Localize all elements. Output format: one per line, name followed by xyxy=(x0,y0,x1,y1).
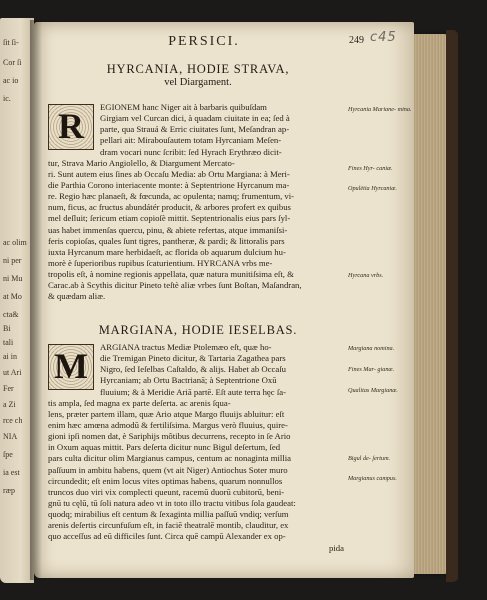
text-line: tropolis eſt, à nomine regionis appellata, quæ natura munitiſsima eſt, & xyxy=(48,269,294,280)
text-line: fluuium; & à Meridie Ariā partē. Eſt aute terra hęc ſa- xyxy=(100,386,286,397)
text-line: pellari ait: Mirabouſautem totam Hyrcaniam Meſen- xyxy=(100,135,282,146)
text-line: truncos duo viri vix complecti queunt, racemū duorū cubitorū, beni- xyxy=(48,486,285,497)
left-page-fragment: ni Mu xyxy=(3,274,23,283)
left-page-fragment: rce ch xyxy=(3,416,23,425)
text-line: quodq; mirabilius eſt centum & ſexaginta millia paſſuū vndiq; verſum xyxy=(48,509,289,520)
left-page-fragment: ac io xyxy=(3,76,19,85)
left-page-fragment: Fer xyxy=(3,384,14,393)
left-page-fragment: ai in xyxy=(3,352,17,361)
left-page-fragment: NIA xyxy=(3,432,18,441)
text-line: die Tremigan Pineto dicitur, & Tartaria Zagathea pars xyxy=(100,353,286,364)
margin-note: Fines Hyr- caniæ. xyxy=(348,165,393,172)
text-line: num, ficus, ac fructus abundátér producit, & arbores profert ex quibus xyxy=(48,202,291,213)
left-page-fragment: ut Ari xyxy=(3,368,22,377)
left-page-fragment: tali xyxy=(3,338,14,347)
text-line: paſſuum in ambitu habens, quem (vt ait Niger) Antiochus Soter muro xyxy=(48,464,288,475)
text-line: EGIONEM hanc Niger ait à barbaris quibuſdam xyxy=(100,102,267,112)
left-page-fragment: a Zi xyxy=(3,400,16,409)
section-title-hyrcania: HYRCANIA, HODIE STRAVA, xyxy=(106,62,290,76)
text-line: dram vocari nunc ſcribit: ſed Hyrach Erythræo dicit- xyxy=(100,146,282,157)
text-line: quo acceſſus ad eū difficiles ſunt. Circa quē campū Alexander ex op- xyxy=(48,531,286,542)
text-line: tur, Strava Mario Angiolello, & Diargument Mercato- xyxy=(48,157,235,168)
section-subtitle-hyrcania: vel Diargament. xyxy=(164,77,232,88)
text-line: feris copioſas, quales ſunt tigres, pantheræ, & pardi; & littoralis pars xyxy=(48,235,285,246)
left-page-fragment: ni per xyxy=(3,256,22,265)
margin-note: Hyrcania Mariane- mina. xyxy=(348,106,412,113)
text-line: tis ampla, ſed magna ex parte deſerta. ac arenis ſqua- xyxy=(48,397,231,408)
margin-note: Opulētia Hyrcaniæ. xyxy=(348,185,397,192)
text-line: pida xyxy=(329,542,344,553)
text-line: mel deſluit; ſericum etiam copioſè mittit. Septentrionalis eius pars ſyl- xyxy=(48,213,291,224)
gutter-shadow xyxy=(30,20,42,580)
section-title-margiana: MARGIANA, HODIE IESELBAS. xyxy=(98,323,298,337)
left-page-fragment: at Mo xyxy=(3,292,22,301)
margin-note: Fines Mar- gianæ. xyxy=(348,366,395,373)
text-line: die Parthia Corono interiacente monte: à Septentrione Hyrcanum ma- xyxy=(48,179,290,190)
decorated-initial: M xyxy=(48,344,94,390)
text-line: ri. Sunt autem eius ſines ab Occaſu Media: ab Ortu Margiana: à Meri- xyxy=(48,168,290,179)
text-line: & quædam aliæ. xyxy=(48,291,106,302)
text-line: Carac.ab à Scythis dicitur Pineto teſtè aliæ vrbes ſunt Boſtan, Maſandran, xyxy=(48,280,302,291)
text-line: Girgiam vel Curcan dici, à quadam ciuitate in ea; ſed à xyxy=(100,113,290,124)
text-line: arenis deſertis circunfuſum eſt, in faciē theatralē montib, clauditur, ex xyxy=(48,520,289,531)
left-page-fragment: ræp xyxy=(3,486,15,495)
text-line: Hyrcaniam; ab Ortu Bactrianā; à Septentrione Oxū xyxy=(100,375,277,386)
decorated-initial: R xyxy=(48,104,94,150)
text-line: Nigro, ſed Ieſelbas Caſtaldo, & alijs. Habet ab Occaſu xyxy=(100,364,286,375)
left-page-fragment: ſit ſi- xyxy=(3,38,19,47)
text-line: in Oxum aquas mittit. Pars deſerta dicitur nunc Bigul deſertum, ſed xyxy=(48,442,281,453)
book-cover-edge xyxy=(446,30,458,582)
section-body-margiana xyxy=(48,342,344,554)
margin-note: Qualitas Margianæ. xyxy=(348,387,398,394)
margin-note: Bigul de- ſertum. xyxy=(348,455,391,462)
left-page-fragment: ſpe xyxy=(3,450,13,459)
text-line: lens, præter partem illam, quæ Ario atque Margo fluuijs abluitur: eſt xyxy=(48,408,285,419)
text-line: re. Regio hæc planaeſt, & fœcunda, ac opulenta; namq; frumentum, vi- xyxy=(48,191,295,202)
margin-note: Margianus campus. xyxy=(348,475,397,482)
text-line: ARGIANA tractus Mediæ Ptolemæo eſt, quæ ho- xyxy=(100,342,272,352)
left-page-fragment: cta& xyxy=(3,310,19,319)
book-page xyxy=(34,22,414,578)
left-page-fragment: ac olim xyxy=(3,238,27,247)
section-body-hyrcania xyxy=(48,102,344,303)
left-page-fragment: ia est xyxy=(3,468,20,477)
margin-note: Hyrcana vrbs. xyxy=(348,272,384,279)
page-edges xyxy=(412,34,450,574)
text-line: uas habet immenſas quercu, pinu, & abiete refertas, atque immaniſsi- xyxy=(48,224,288,235)
text-line: parte, qua Strauá & Erric ciuitates ſunt, Meſandran ap- xyxy=(100,124,290,135)
text-line: circundedit; eſt enim locus vites optimas habens, quarum nonnullos xyxy=(48,475,283,486)
text-line: iuxta Hyrcanum mare herbidaeſt, ac florida ob aquarum dulcium hu- xyxy=(48,246,286,257)
pencil-annotation: c45 xyxy=(370,30,397,45)
left-facing-page xyxy=(0,18,34,583)
text-line: enim hæc amœna admodū & fertiliſsima. Margus verò fluuius, quire- xyxy=(48,419,288,430)
left-page-fragment: Bi xyxy=(3,324,11,333)
text-line: gioni ipſi nomen dat, è Sariphijs môtibus decurrens, recepto in ſe Ario xyxy=(48,431,291,442)
text-line: morè è ſuperioribus rupibus ſcaturientium. HYRCANA vrbs me- xyxy=(48,257,273,268)
margin-note: Margiana nomina. xyxy=(348,345,395,352)
left-page-fragment: Cor ſi xyxy=(3,58,22,67)
left-page-fragment: ic. xyxy=(3,94,11,103)
page-number: 249 xyxy=(349,35,364,46)
text-line: gnū tu cęlū, tū ſoli natura adeo vt in toto illo tractu vitibus ſola gaudeat: xyxy=(48,497,296,508)
running-head: PERSICI. xyxy=(168,34,240,49)
text-line: pars culta dicitur olim Margianus campus, centum ac nonaginta millia xyxy=(48,453,292,464)
